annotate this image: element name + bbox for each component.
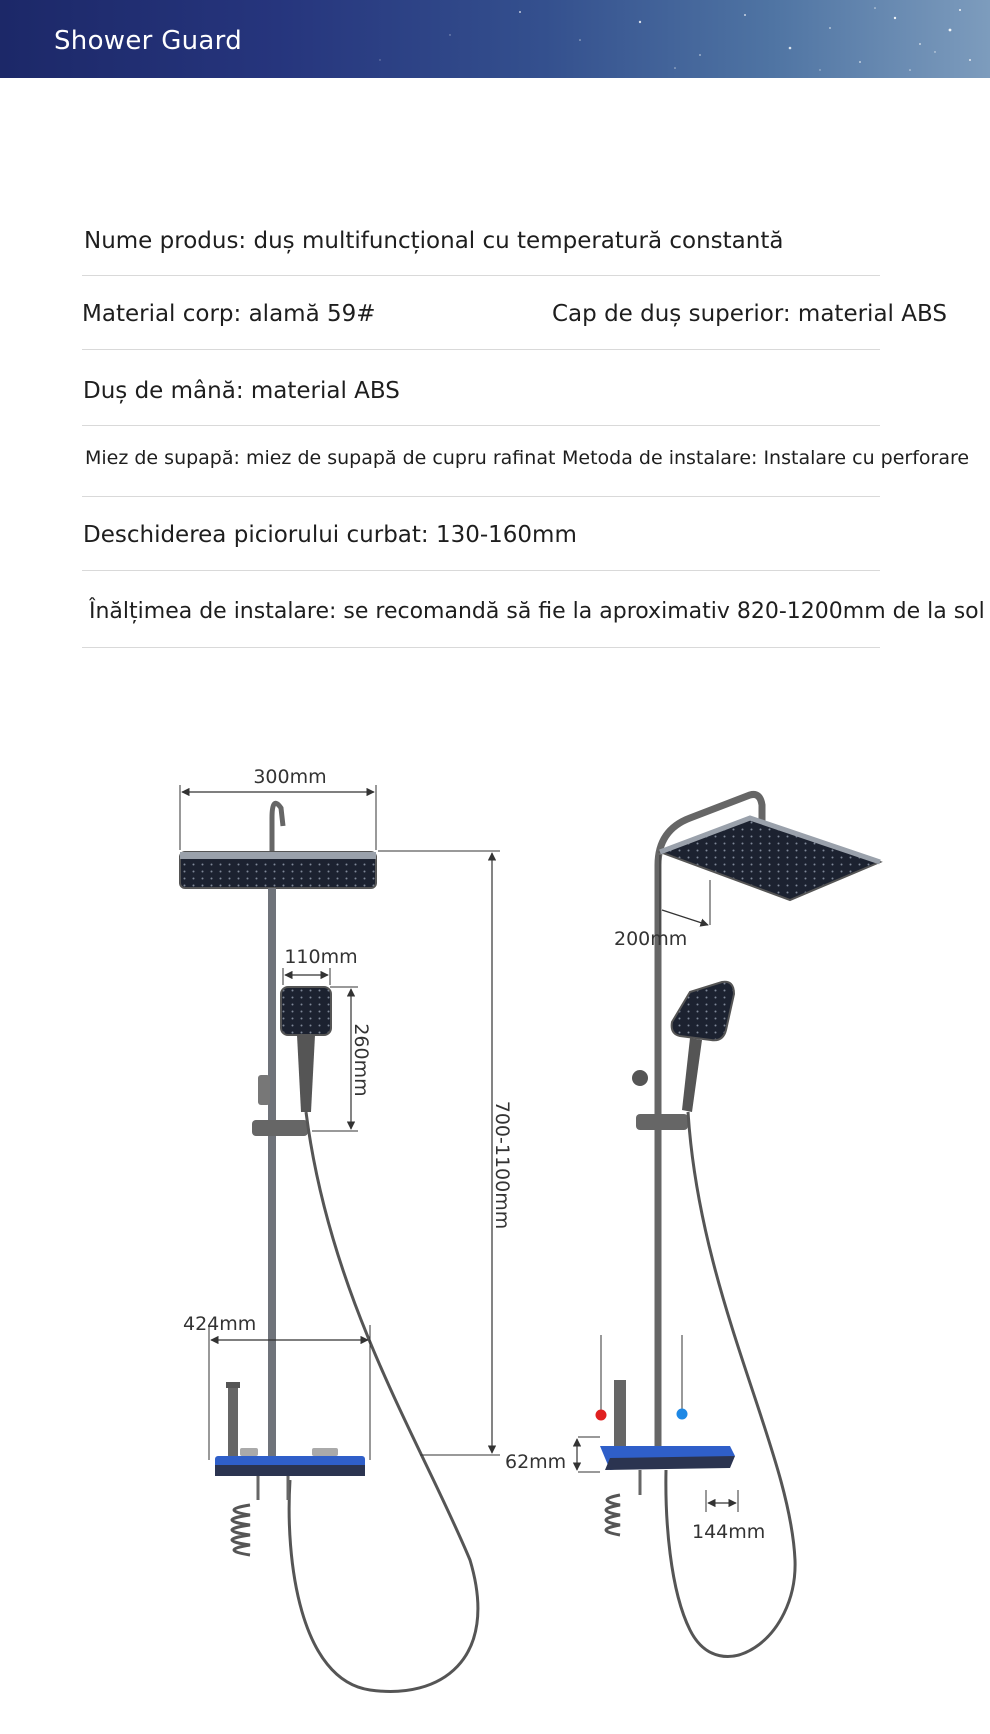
hot-indicator <box>596 1410 607 1421</box>
spec-top-shower-head: Cap de duș superior: material ABS <box>552 301 947 327</box>
divider <box>82 425 880 426</box>
side-bidet-spout <box>614 1380 626 1448</box>
divider <box>82 275 880 276</box>
head-rim <box>180 852 376 859</box>
gooseneck-arm <box>272 803 283 855</box>
shower-technical-drawing <box>0 700 990 1734</box>
cold-indicator <box>677 1409 688 1420</box>
divider <box>82 570 880 571</box>
hand-shower-handle <box>297 1035 315 1112</box>
divider <box>82 647 880 648</box>
dim-hand-height-label: 260mm <box>350 1023 372 1097</box>
dim-shelf-height-label: 62mm <box>505 1451 567 1473</box>
spec-hand-shower: Duș de mână: material ABS <box>83 378 400 404</box>
divider <box>82 496 880 497</box>
hand-shower-hose <box>289 1112 478 1691</box>
dim-head-offset-label: 200mm <box>614 928 688 950</box>
spec-installation-height: Înălțimea de instalare: se recomandă să fie la aproximativ 820-1200mm de la sol <box>89 599 985 624</box>
side-slider-bracket <box>636 1114 688 1130</box>
spring-hose <box>232 1505 250 1555</box>
slider-bracket <box>252 1120 308 1136</box>
side-overhead-head <box>660 818 880 900</box>
divider <box>82 349 880 350</box>
diverter-knob <box>258 1075 270 1105</box>
front-view <box>180 766 513 1691</box>
side-view <box>505 794 880 1656</box>
dim-head-width-label: 300mm <box>253 766 327 788</box>
brand-title: Shower Guard <box>54 26 242 56</box>
side-spring-hose <box>606 1495 620 1535</box>
dim-adjust-range-label: 700-1100mm <box>491 1100 513 1230</box>
dim-head-offset-line <box>662 910 708 925</box>
riser-pipe <box>268 888 276 1456</box>
dim-hand-width-label: 110mm <box>284 946 358 968</box>
side-hand-shower-handle <box>682 1038 702 1112</box>
side-hose <box>666 1112 795 1656</box>
dim-shelf-width-label: 424mm <box>183 1313 257 1335</box>
spec-body-material: Material corp: alamă 59# <box>82 301 376 327</box>
side-hand-shower-head <box>672 982 734 1041</box>
spec-valve-core: Miez de supapă: miez de supapă de cupru rafinat <box>85 447 556 469</box>
hand-shower-head <box>281 987 331 1035</box>
header-banner <box>0 0 990 78</box>
dim-outlet-spacing-label: 144mm <box>692 1521 766 1543</box>
spec-curved-leg-opening: Deschiderea piciorului curbat: 130-160mm <box>83 522 577 548</box>
bidet-spout <box>228 1384 238 1458</box>
side-diverter-knob <box>632 1070 648 1086</box>
spec-installation-method: Metoda de instalare: Instalare cu perforare <box>562 447 970 469</box>
spec-product-name: Nume produs: duș multifuncțional cu temperatură constantă <box>84 228 784 254</box>
